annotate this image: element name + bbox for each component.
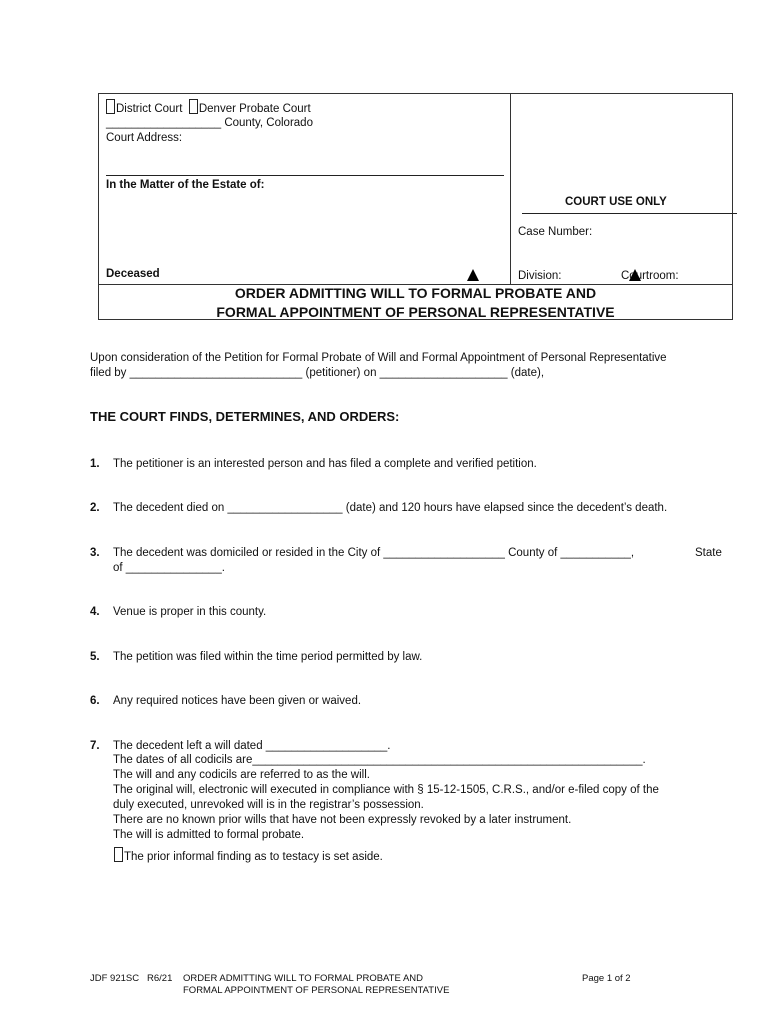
title-line-2: FORMAL APPOINTMENT OF PERSONAL REPRESENTATIVE [216, 304, 615, 320]
will-dated-line[interactable]: The decedent left a will dated ___________________. [113, 740, 391, 752]
will-definition-line: The will and any codicils are referred to as the will. [113, 769, 370, 781]
footer-form-id: JDF 921SC R6/21 [90, 973, 173, 984]
original-will-line-2: duly executed, unrevoked will is in the registrar’s possession. [113, 799, 424, 811]
district-court-checkbox[interactable] [106, 99, 115, 114]
probate-court-label: Denver Probate Court [198, 103, 311, 115]
finding-text: Any required notices have been given or waived. [113, 695, 362, 707]
finding-number: 4. [90, 606, 100, 618]
county-line[interactable]: __________________ County, Colorado [106, 117, 313, 129]
finding-text[interactable]: The decedent died on __________________ (date) and 120 hours have elapsed since the decedent’s death. [113, 502, 668, 514]
division-label: Division: [518, 270, 562, 282]
footer-title-line-1: ORDER ADMITTING WILL TO FORMAL PROBATE AND [183, 973, 423, 984]
set-aside-option [114, 847, 383, 864]
intro-line-2[interactable]: filed by ___________________________ (petitioner) on ____________________ (date), [90, 367, 545, 379]
finding-text[interactable]: The decedent was domiciled or resided in the City of ___________________ County of ___________, [113, 547, 635, 559]
finding-number: 2. [90, 502, 100, 514]
set-aside-label: The prior informal finding as to testacy is set aside. [124, 851, 383, 863]
estate-name-rule [106, 175, 504, 176]
finding-number: 1. [90, 458, 100, 470]
finding-number: 3. [90, 547, 100, 559]
finding-text: The petition was filed within the time period permitted by law. [113, 651, 423, 663]
court-use-rule [522, 213, 737, 214]
district-court-label: District Court [116, 103, 183, 115]
finding-text: The petitioner is an interested person and has filed a complete and verified petition. [113, 458, 537, 470]
probate-court-checkbox[interactable] [189, 99, 198, 114]
finding-text-continued[interactable]: of _______________. [113, 562, 225, 574]
deceased-label: Deceased [106, 268, 160, 280]
set-aside-checkbox[interactable] [114, 847, 123, 862]
original-will-line: The original will, electronic will executed in compliance with § 15-12-1505, C.R.S., and/or e-filed copy of the [113, 784, 659, 796]
courtroom-label: Courtroom: [621, 270, 679, 282]
caption-divider-vertical [510, 93, 511, 284]
codicils-line[interactable]: The dates of all codicils are_____________________________________________________________. [113, 754, 646, 766]
admitted-line: The will is admitted to formal probate. [113, 829, 305, 841]
footer-title-line-2: FORMAL APPOINTMENT OF PERSONAL REPRESENTATIVE [183, 985, 450, 996]
finding-text: Venue is proper in this county. [113, 606, 267, 618]
court-selection [106, 99, 311, 116]
prior-wills-line: There are no known prior wills that have not been expressly revoked by a later instrument. [113, 814, 572, 826]
matter-label: In the Matter of the Estate of: [106, 179, 265, 191]
finding-number: 5. [90, 651, 100, 663]
finding-number: 7. [90, 740, 100, 752]
document-title [98, 284, 733, 322]
findings-heading: THE COURT FINDS, DETERMINES, AND ORDERS: [90, 409, 400, 424]
finding-state-label: State [695, 547, 722, 559]
triangle-marker-icon [467, 269, 479, 281]
intro-line-1: Upon consideration of the Petition for Formal Probate of Will and Formal Appointment of Personal Representative [90, 352, 667, 364]
triangle-marker-icon [629, 269, 641, 281]
footer-page-number: Page 1 of 2 [582, 973, 631, 984]
case-number-label: Case Number: [518, 226, 593, 238]
court-use-only: COURT USE ONLY [565, 196, 667, 208]
finding-number: 6. [90, 695, 100, 707]
court-address-label: Court Address: [106, 132, 183, 144]
title-line-1: ORDER ADMITTING WILL TO FORMAL PROBATE AND [234, 285, 597, 301]
